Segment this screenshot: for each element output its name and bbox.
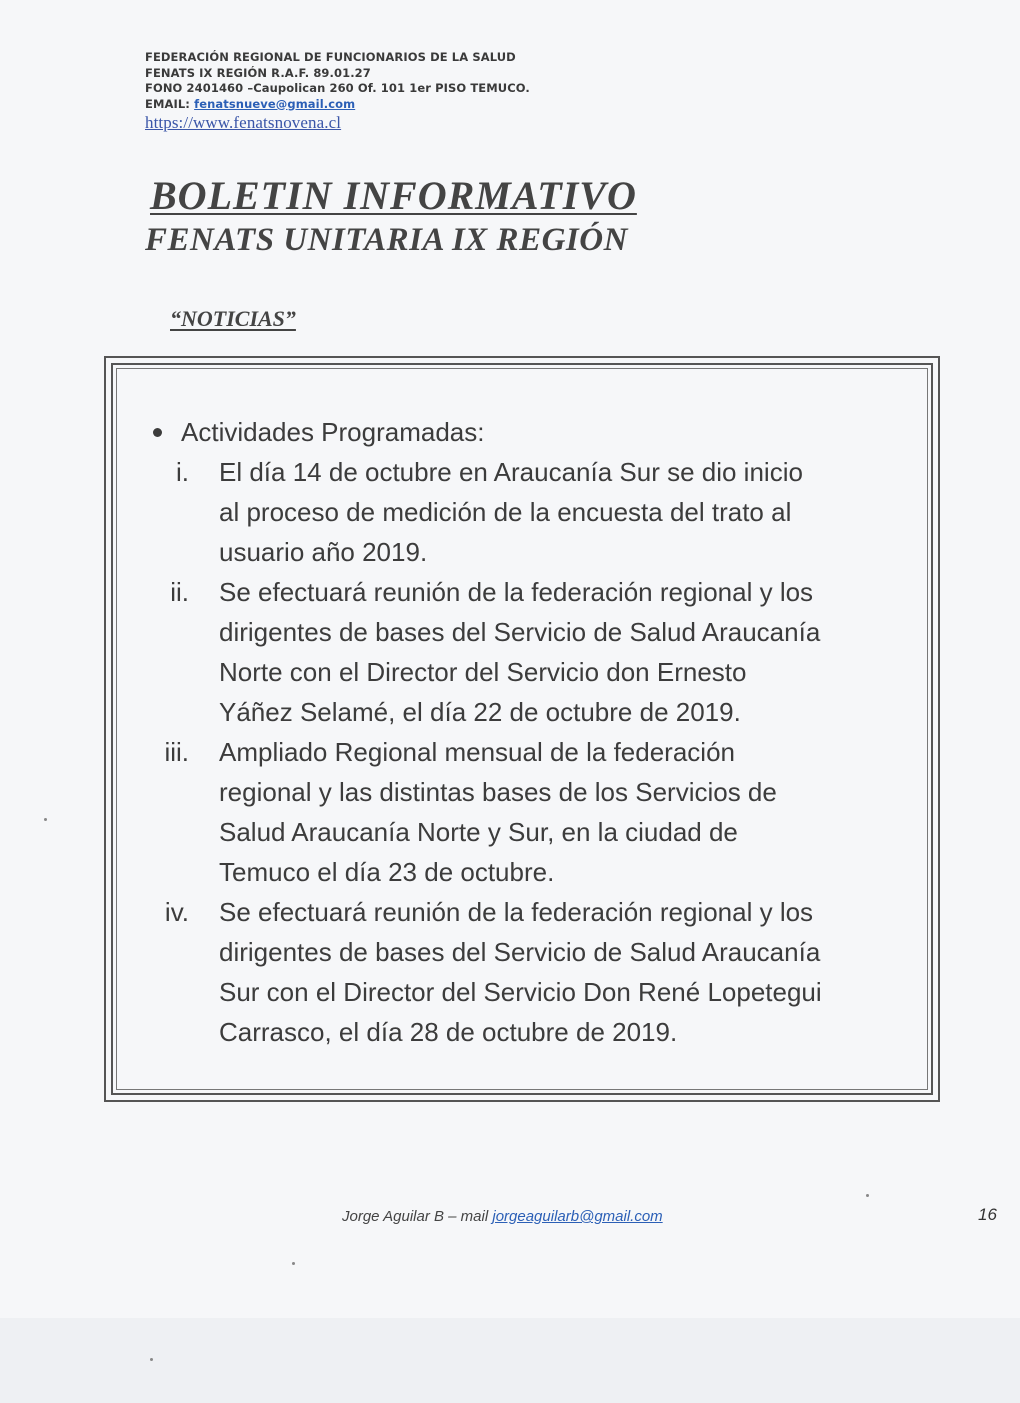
item-line: Yáñez Selamé, el día 22 de octubre de 2019.	[219, 697, 741, 727]
scan-speck	[866, 1194, 869, 1197]
section-heading: “NOTICIAS”	[170, 306, 296, 331]
item-line: al proceso de medición de la encuesta del trato al	[219, 497, 792, 527]
list-item	[145, 732, 925, 892]
scan-speck	[150, 1358, 153, 1361]
page-bottom-edge	[0, 1318, 1020, 1403]
email-label: EMAIL:	[145, 96, 195, 111]
item-line: regional y las distintas bases de los Servicios de	[219, 777, 777, 807]
item-line: usuario año 2019.	[219, 537, 428, 567]
item-line: El día 14 de octubre en Araucanía Sur se dio inicio	[219, 457, 803, 487]
item-numeral: i.	[176, 457, 189, 487]
footer-credit	[342, 1208, 663, 1225]
item-line: Se efectuará reunión de la federación regional y los	[219, 577, 814, 607]
bulletin-subtitle: FENATS UNITARIA IX REGIÓN	[145, 222, 628, 258]
website-link[interactable]: https://www.fenatsnovena.cl	[145, 113, 342, 132]
page-number: 16	[978, 1205, 997, 1224]
item-numeral: ii.	[170, 577, 189, 607]
bulletin-title: BOLETIN INFORMATIVO	[150, 173, 637, 218]
item-line: Carrasco, el día 28 de octubre de 2019.	[219, 1017, 678, 1047]
item-line: Norte con el Director del Servicio don Ernesto	[219, 657, 747, 687]
scan-speck	[292, 1262, 295, 1265]
letterhead	[145, 50, 530, 133]
letterhead-region: FENATS IX REGIÓN R.A.F. 89.01.27	[145, 65, 371, 80]
item-line: Ampliado Regional mensual de la federación	[219, 737, 735, 767]
activities-heading-row	[145, 412, 925, 452]
list-item	[145, 572, 925, 732]
item-line: Salud Araucanía Norte y Sur, en la ciudad de	[219, 817, 738, 847]
letterhead-email-row	[145, 97, 530, 113]
list-item	[145, 452, 925, 572]
item-numeral: iii.	[164, 737, 189, 767]
item-numeral: iv.	[164, 897, 189, 927]
letterhead-org-name: FEDERACIÓN REGIONAL DE FUNCIONARIOS DE LA SALUD	[145, 50, 516, 64]
list-item	[145, 892, 925, 1052]
scan-speck	[44, 818, 47, 821]
activities-heading: Actividades Programadas:	[181, 417, 485, 447]
notice-content	[145, 412, 925, 1052]
letterhead-phone-address: FONO 2401460 –Caupolican 260 Of. 101 1er PISO TEMUCO.	[145, 81, 530, 95]
bullet-icon	[153, 428, 162, 437]
item-line: dirigentes de bases del Servicio de Salud Araucanía	[219, 617, 821, 647]
item-line: Se efectuará reunión de la federación regional y los	[219, 897, 814, 927]
footer-email-link[interactable]: jorgeaguilarb@gmail.com	[492, 1208, 663, 1225]
item-line: Temuco el día 23 de octubre.	[219, 857, 555, 887]
email-link[interactable]: fenatsnueve@gmail.com	[194, 96, 356, 111]
item-line: dirigentes de bases del Servicio de Salud Araucanía	[219, 937, 821, 967]
item-line: Sur con el Director del Servicio Don René Lopetegui	[219, 977, 822, 1007]
footer-author: Jorge Aguilar B – mail	[342, 1208, 493, 1225]
